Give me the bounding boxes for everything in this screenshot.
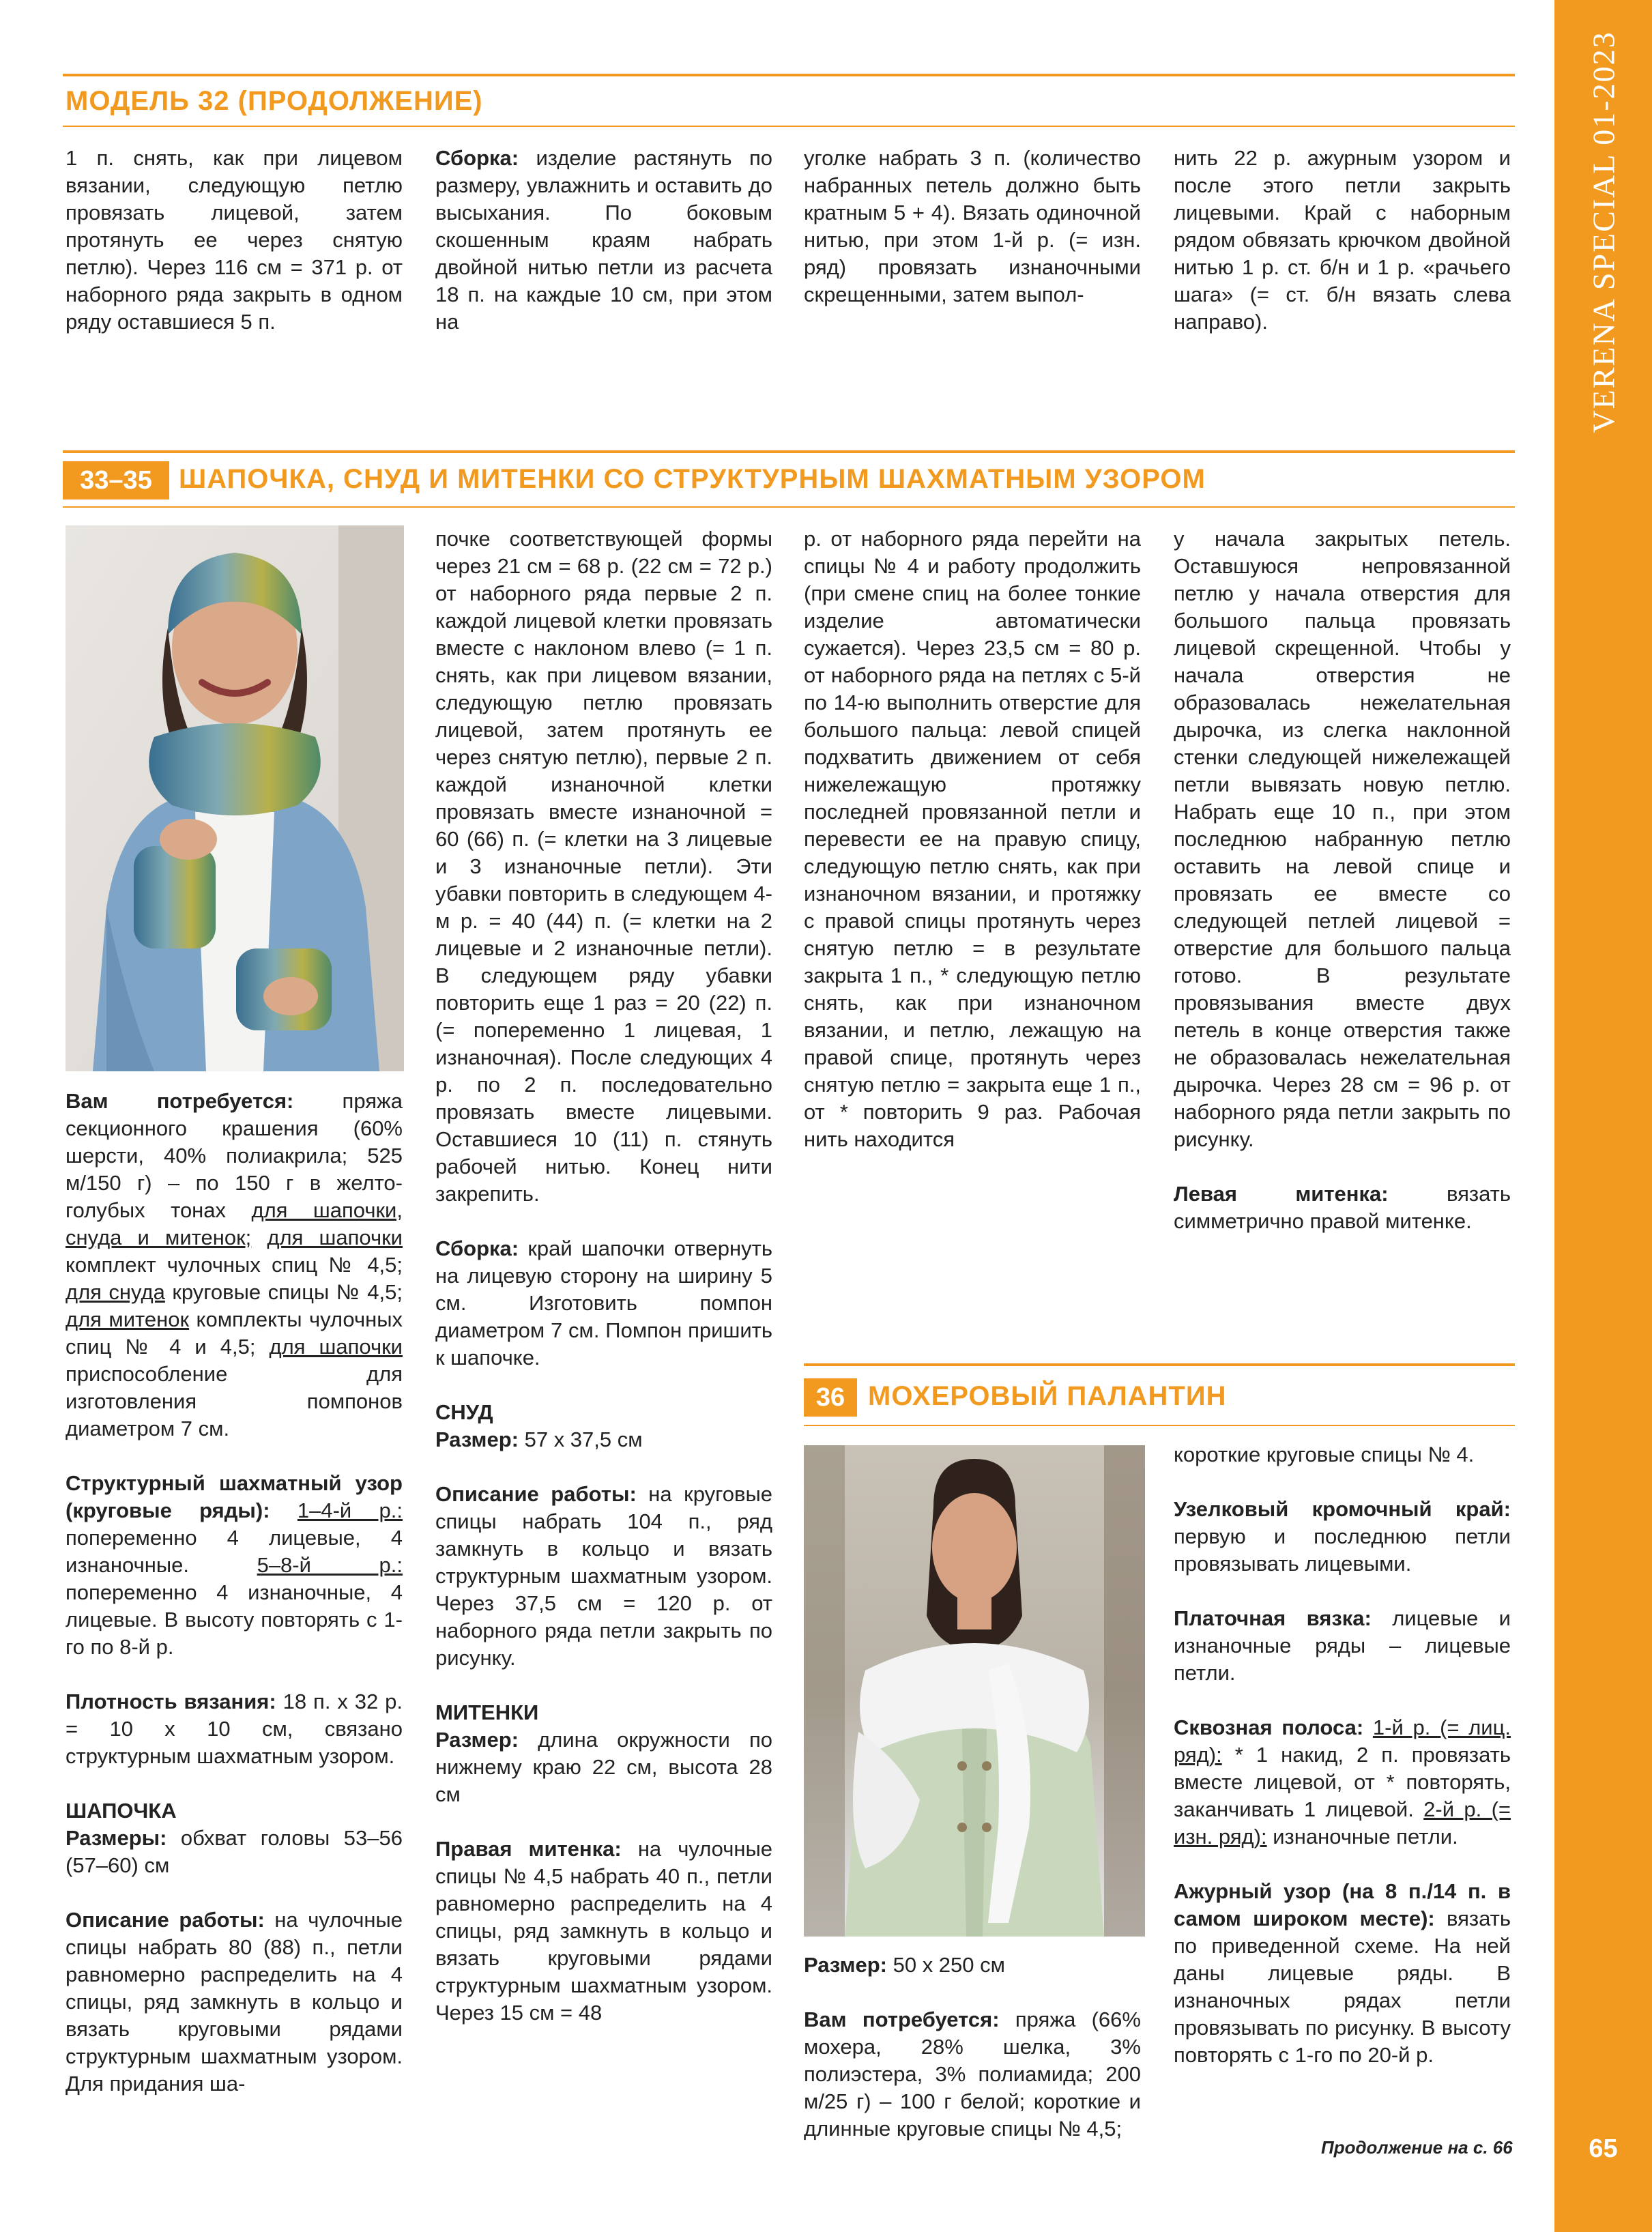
continued-note: Продолжение на с. 66: [1321, 2137, 1513, 2158]
section-rule: [804, 1425, 1515, 1426]
page-number: 65: [1589, 2134, 1618, 2163]
section-title: МОДЕЛЬ 32 (ПРОДОЛЖЕНИЕ): [66, 86, 483, 116]
text-column: уголке набрать 3 п. (количество набранных петель должно быть кратным 5 + 4). Вязать одиночной нитью, при этом 1-й р. (= изн. ряд) провязать изнаночными скрещенными, затем выпол-: [804, 146, 1141, 306]
text-column: 1 п. снять, как при лицевом вязании, следующую петлю провязать лицевой, затем протянуть ее через снятую петлю). Через 116 см = 371 р. от наборного ряда закрыть в одном ряду оставшиеся 5 п.: [66, 146, 403, 334]
model-number-badge: 33–35: [63, 461, 169, 499]
model-number-badge: 36: [804, 1378, 857, 1417]
section-rule: [63, 506, 1515, 508]
photo-illustration: [804, 1445, 1145, 1937]
section-title: ШАПОЧКА, СНУД И МИТЕНКИ СО СТРУКТУРНЫМ ШАХМАТНЫМ УЗОРОМ: [179, 464, 1206, 494]
text-column: почке соответствующей формы через 21 см = 68 р. (22 см = 72 р.) от наборного ряда первые 2 п. каждой лицевой клетки провязать вместе с наклоном влево (= 1 п. снять, как при лицевом вязании, следующую петлю провязать лицевой, затем протянуть ее через снятую петлю), первые 2 п. каждой изнаночной клетки провязать вместе изнаночной = 60 (66) п. (= клетки на 3 лицевые и 3 изнаночные петли). Эти убавки повторить в следующем 4-м р. = 40 (44) п. (= клетки на 2 лицевые и 2 изнаночные петли). В следующем ряду убавки повторить еще 1 раз = 20 (22) п. (= попеременно 1 лицевая, 1 изнаночная). После следующих 4 р. по 2 п. последовательно провязать вместе лицевыми. Оставшиеся 10 (11) п. стянуть рабочей нитью. Конец нити закрепить. Сборка: край шапочки отвернуть на лицевую сторону на ширину 5 см. Изготовить помпон диаметром 7 см. Помпон пришить к шапочке. СНУД Размер: 57 х 37,5 см Описание работы: на круговые спицы набрать 104 п., ряд замкнуть в кольцо и вязать структурным шахматным узором. Через 37,5 см = 120 р. от наборного ряда петли закрыть по рисунку. МИТЕНКИ Размер: длина окружности по нижнему краю 22 см, высота 28 см Правая митенка: на чулочные спицы № 4,5 набрать 40 п., петли равномерно распределить на 4 спицы, ряд замкнуть в кольцо и вязать круговыми рядами структурным шахматным узором. Через 15 см = 48: [435, 527, 773, 2025]
woman-mohair-wrap-photo: [804, 1445, 1145, 1937]
section-rule: [63, 450, 1515, 453]
section-rule: [63, 74, 1515, 76]
section-title: МОХЕРОВЫЙ ПАЛАНТИН: [868, 1381, 1227, 1411]
text-column: у начала закрытых петель. Оставшуюся непровязанной петлю у начала отверстия для большого пальца провязать лицевой скрещенной. Чтобы у начала отверстия не образовалась нежелательная дырочка, из слегка наклонной стенки следующей нижележащей петли вывязать новую петлю. Набрать еще 10 п., при этом последнюю набранную петлю оставить на левой спице и провязать ее вместе со следующей петлей лицевой = отверстие для большого пальца готово. В результате провязывания вместе двух петель в конце отверстия также не образовалась нежелательная дырочка. Через 28 см = 96 р. от наборного ряда петли закрыть по рисунку. Левая митенка: вязать симметрично правой митенке.: [1174, 527, 1511, 1233]
text-column: нить 22 р. ажурным узором и после этого петли закрыть лицевыми. Край с наборным рядом обвязать крючком двойной нитью 1 р. ст. б/н и 1 р. «рачьего шага» (= ст. б/н вязать слева направо).: [1174, 146, 1511, 334]
text-column: короткие круговые спицы № 4. Узелковый кромочный край: первую и последнюю петли провязывать лицевыми. Платочная вязка: лицевые и изнаночные ряды – лицевые петли. Сквозная полоса: 1-й р. (= лиц. ряд): * 1 накид, 2 п. провязать вместе лицевой, от * повторять, заканчивать 1 лицевой. 2-й р. (= изн. ряд): изнаночные петли. Ажурный узор (на 8 п./14 п. в самом широком месте): вязать по приведенной схеме. На ней даны лицевые ряды. В изнаночных рядах петли провязывать по рисунку. В высоту повторять с 1-го по 20-й р.: [1174, 1443, 1511, 2067]
section-rule: [63, 126, 1515, 127]
subheading-mittens: МИТЕНКИ: [435, 1700, 539, 1724]
text-column: Сборка: изделие растянуть по размеру, увлажнить и оставить до высыхания. По боковым скошенным краям набрать двойной нитью петли из расчета 18 п. на каждые 10 см, при этом на: [435, 146, 772, 334]
section-rule: [804, 1363, 1515, 1366]
text-column: Размер: 50 х 250 см Вам потребуется: пряжа (66% мохера, 28% шелка, 3% полиэстера, 3% полиамида; 200 м/25 г) – 100 г белой; короткие и длинные круговые спицы № 4,5;: [804, 1953, 1141, 2141]
subheading-snood: СНУД: [435, 1400, 493, 1424]
photo-illustration: [66, 525, 404, 1071]
subheading-hat: ШАПОЧКА: [66, 1799, 177, 1823]
text-column: Вам потребуется: пряжа секционного крашения (60% шерсти, 40% полиакрила; 525 м/150 г) – по 150 г в желто-голубых тонах для шапочки, снуда и митенок; для шапочки комплект чулочных спиц № 4,5; для снуда круговые спицы № 4,5; для митенок комплекты чулочных спиц № 4 и 4,5; для шапочки приспособление для изготовления помпонов диаметром 7 см. Структурный шахматный узор (круговые ряды): 1–4-й р.: попеременно 4 лицевые, 4 изнаночные. 5–8-й р.: попеременно 4 изнаночные, 4 лицевые. В высоту повторять с 1-го по 8-й р. Плотность вязания: 18 п. х 32 р. = 10 х 10 см, связано структурным шахматным узором. ШАПОЧКА Размеры: обхват головы 53–56 (57–60) см Описание работы: на чулочные спицы набрать 80 (88) п., петли равномерно распределить на 4 спицы, ряд замкнуть в кольцо и вязать круговыми рядами структурным шахматным узором. Для придания ша-: [66, 1089, 403, 2096]
text-column: р. от наборного ряда перейти на спицы № 4 и работу продолжить (при смене спиц на более тонкие изделие автоматически сужается). Через 23,5 см = 80 р. от наборного ряда на петлях с 5-й по 14-ю выполнить отверстие для большого пальца: левой спицей подхватить движением от себя нижележащую протяжку последней провязанной петли и перевести ее на правую спицу, следующую петлю снять, как при изнаночном вязании, и протяжку с правой спицы протянуть через снятую петлю = в результате закрыта 1 п., * следующую петлю снять, как при изнаночном вязании, и петлю, лежащую на правой спице, протянуть через снятую петлю = закрыта еще 1 п., от * повторить 9 раз. Рабочая нить находится: [804, 527, 1141, 1151]
woman-hat-snood-mittens-photo: [66, 525, 404, 1071]
magazine-label: VERENA SPECIAL 01-2023: [1586, 31, 1621, 433]
